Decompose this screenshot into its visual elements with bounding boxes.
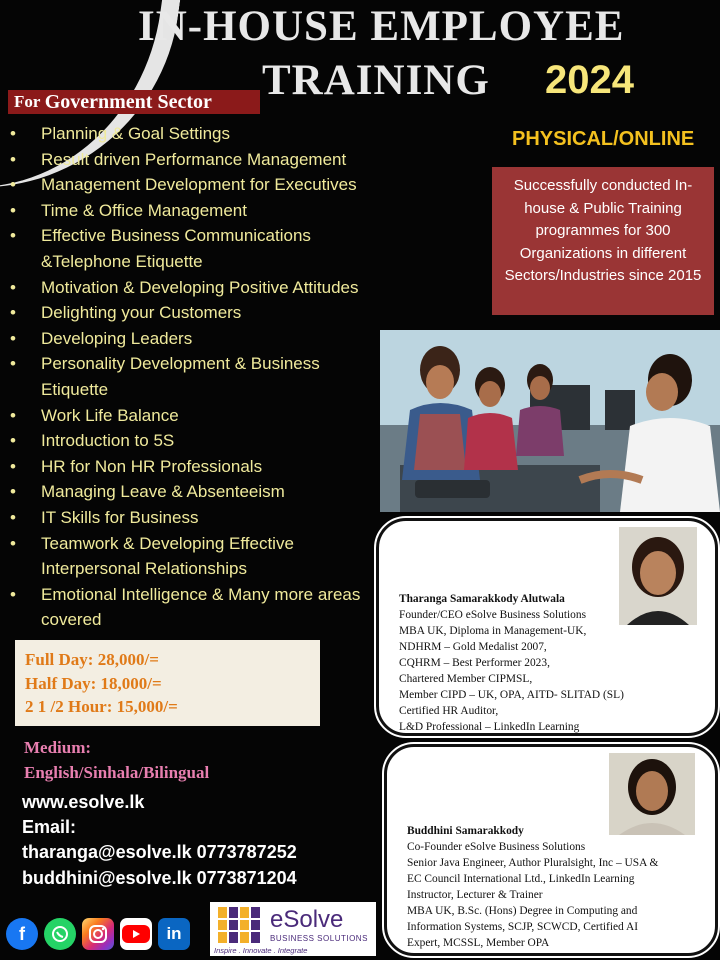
fee-full-day: Full Day: 28,000/= (25, 650, 159, 669)
trainer-detail: Member CIPD – UK, OPA, AITD- SLITAD (SL) (399, 689, 624, 701)
sector-prefix: For (14, 92, 41, 111)
course-item: • Emotional Intelligence & Many more areas covered (8, 582, 371, 633)
logo-name: eSolve (270, 906, 344, 933)
trainer-detail: Chartered Member CIPMSL, (399, 673, 533, 685)
trainer-detail: Certified HR Auditor, (399, 705, 499, 717)
fee-box (15, 640, 320, 726)
logo-mark (218, 907, 260, 943)
facebook-icon[interactable]: f (6, 918, 38, 950)
fee-half-day: Half Day: 18,000/= (25, 673, 162, 693)
trainer-info (407, 823, 707, 951)
trainer-card (384, 744, 718, 956)
linkedin-icon[interactable]: in (158, 918, 190, 950)
trainer-detail: NDHRM – Gold Medalist 2007, (399, 641, 547, 653)
contact-line[interactable]: buddhini@esolve.lk 0773871204 (22, 868, 297, 888)
course-item: • Personality Development & Business Etiquette (8, 351, 366, 402)
sector-band (8, 90, 260, 114)
title-line-1: IN-HOUSE EMPLOYEE (138, 3, 625, 50)
delivery-mode: PHYSICAL/ONLINE (512, 128, 695, 150)
trainer-card (376, 518, 718, 736)
instagram-icon[interactable] (82, 918, 114, 950)
course-list (8, 121, 438, 633)
logo-tagline: Inspire . Innovate . Integrate (214, 946, 308, 955)
trainer-detail: Senior Java Engineer, Author Pluralsight, Inc – USA & (407, 857, 659, 869)
office-scene-illustration (380, 330, 720, 512)
whatsapp-icon[interactable] (44, 918, 76, 950)
trainer-name: Tharanga Samarakkody Alutwala (399, 593, 565, 605)
sector-name: Government Sector (44, 90, 212, 113)
course-item: • Introduction to 5S (8, 428, 438, 454)
trainer-detail: Instructor, Lecturer & Trainer (407, 889, 543, 901)
trainer-detail: MBA UK, B.Sc. (Hons) Degree in Computing and (407, 905, 638, 917)
year-label: 2024 (545, 58, 634, 102)
social-icons (6, 918, 190, 950)
contact-line[interactable]: tharanga@esolve.lk 0773787252 (22, 842, 297, 862)
course-item: • Managing Leave & Absenteeism (8, 479, 438, 505)
trainer-detail: Information Systems, SCJP, SCWCD, Certified AI (407, 921, 638, 933)
course-item: • Motivation & Developing Positive Attitudes (8, 275, 438, 301)
course-item: • Time & Office Management (8, 198, 438, 224)
course-item: • Developing Leaders (8, 326, 438, 352)
medium-label: Medium: (24, 738, 92, 757)
email-label: Email: (22, 817, 77, 837)
title-line-2: TRAINING (262, 57, 490, 104)
trainer-info (399, 591, 624, 735)
course-item: • Planning & Goal Settings (8, 121, 438, 147)
trainer-name: Buddhini Samarakkody (407, 825, 524, 837)
trainer-portrait (619, 527, 697, 625)
course-item: • Teamwork & Developing Effective Interpersonal Relationships (8, 531, 341, 582)
course-item: • Management Development for Executives (8, 172, 438, 198)
achievement-box: Successfully conducted In-house & Public Training programmes for 300 Organizations in different Sectors/Industries since 2015 (492, 167, 714, 315)
medium-value: English/Sinhala/Bilingual (24, 763, 210, 782)
course-item: • IT Skills for Business (8, 505, 438, 531)
trainer-detail: EC Council International Ltd., LinkedIn Learning (407, 873, 635, 885)
website-link[interactable]: www.esolve.lk (22, 792, 145, 812)
fee-short-session: 2 1 /2 Hour: 15,000/= (25, 697, 178, 716)
course-item: • Delighting your Customers (8, 300, 438, 326)
course-item: • Work Life Balance (8, 403, 438, 429)
course-item: • Effective Business Communications &Telephone Etiquette (8, 223, 356, 274)
logo-subtitle: BUSINESS SOLUTIONS (270, 934, 368, 943)
course-item: • Result driven Performance Management (8, 147, 438, 173)
trainer-detail: Co-Founder eSolve Business Solutions (407, 841, 586, 853)
trainer-detail: MBA UK, Diploma in Management-UK, (399, 625, 587, 637)
trainer-detail: L&D Professional – LinkedIn Learning (399, 721, 580, 733)
training-photo (380, 330, 720, 512)
company-logo (210, 902, 376, 956)
trainer-detail: CQHRM – Best Performer 2023, (399, 657, 550, 669)
course-item: • HR for Non HR Professionals (8, 454, 438, 480)
trainer-detail: Founder/CEO eSolve Business Solutions (399, 609, 587, 621)
trainer-detail: Expert, MCSSL, Member OPA (407, 937, 550, 949)
youtube-icon[interactable] (120, 918, 152, 950)
